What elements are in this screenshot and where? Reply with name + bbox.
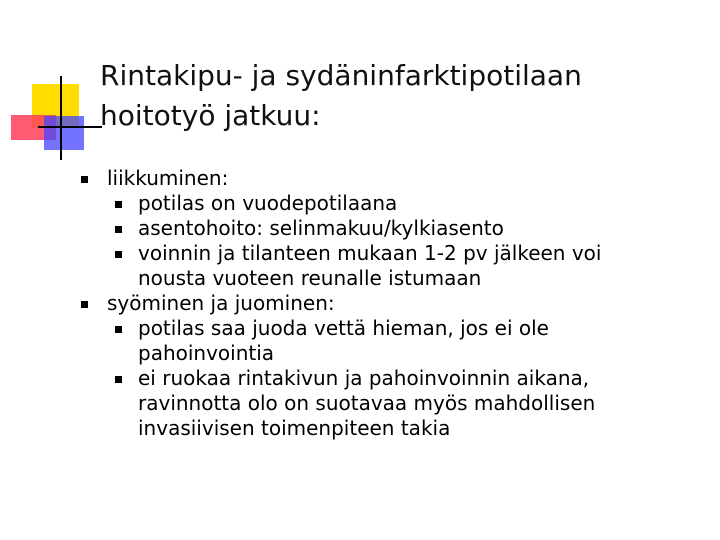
section-syominen-ja-juominen: [0, 291, 720, 316]
square-bullet-icon: [115, 251, 122, 258]
decor-horizontal-line: [38, 126, 102, 128]
section-label: liikkuminen:: [107, 166, 229, 190]
section-label: syöminen ja juominen:: [107, 291, 335, 315]
decor-vertical-line: [60, 76, 62, 160]
section-liikkuminen: [0, 166, 720, 191]
slide-content: [0, 166, 720, 441]
list-item: [0, 216, 720, 241]
list-item: [0, 191, 720, 216]
square-bullet-icon: [81, 301, 88, 308]
square-bullet-icon: [115, 326, 122, 333]
square-bullet-icon: [115, 201, 122, 208]
slide-title-line-2: hoitotyö jatkuu:: [100, 99, 321, 132]
list-item: [0, 366, 720, 441]
square-bullet-icon: [81, 176, 88, 183]
list-item-text: potilas on vuodepotilaana: [138, 191, 398, 215]
list-item-text: nousta vuoteen reunalle istumaan: [138, 266, 482, 290]
list-item: [0, 241, 720, 291]
list-item-text: pahoinvointia: [138, 341, 275, 365]
square-bullet-icon: [115, 376, 122, 383]
square-bullet-icon: [115, 226, 122, 233]
slide-title: [100, 56, 700, 136]
list-item-text: ei ruokaa rintakivun ja pahoinvoinnin aikana,: [138, 366, 590, 390]
list-item-text: asentohoito: selinmakuu/kylkiasento: [138, 216, 504, 240]
slide-title-line-1: Rintakipu- ja sydäninfarktipotilaan: [100, 59, 582, 92]
list-item-text: invasiivisen toimenpiteen takia: [138, 416, 451, 440]
decor-blue-square: [44, 116, 84, 150]
list-item-text: potilas saa juoda vettä hieman, jos ei ole: [138, 316, 549, 340]
list-item-text: ravinnotta olo on suotavaa myös mahdollisen: [138, 391, 596, 415]
list-item: [0, 316, 720, 366]
list-item-text: voinnin ja tilanteen mukaan 1-2 pv jälkeen voi: [138, 241, 602, 265]
